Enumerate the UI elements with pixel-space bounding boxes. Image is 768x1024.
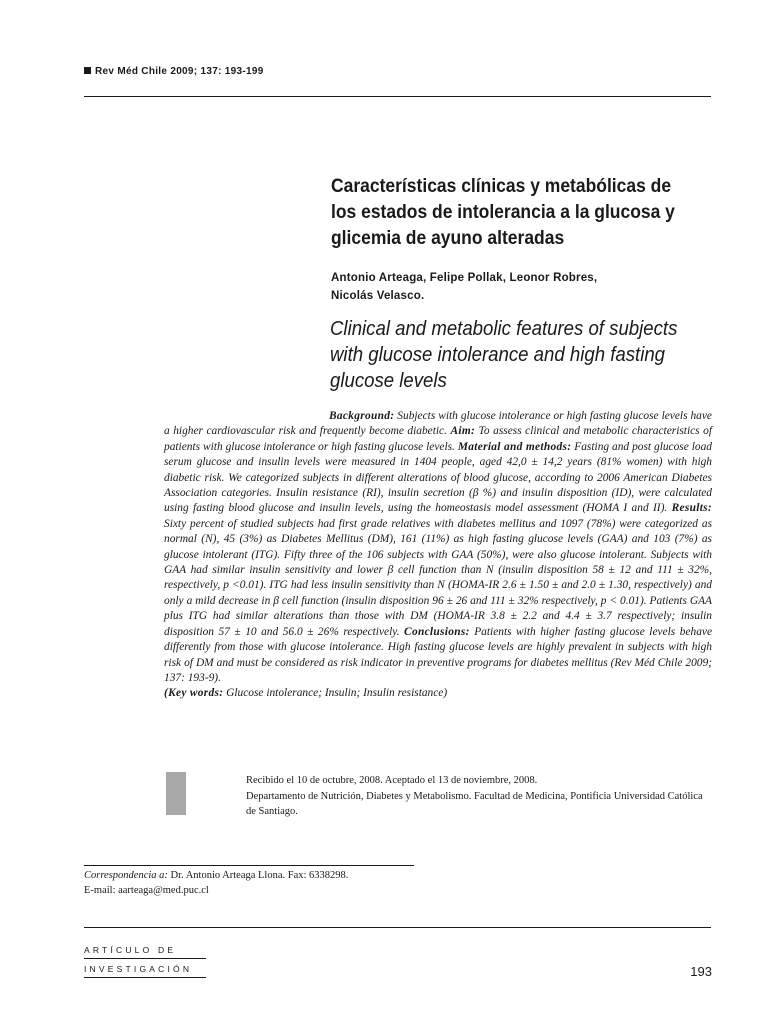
section-label-line-2: INVESTIGACIÓN: [84, 964, 193, 974]
journal-reference: [84, 66, 264, 77]
section-label-line-1: ARTÍCULO DE: [84, 945, 177, 955]
background-label: Background:: [329, 410, 395, 422]
affiliation: Departamento de Nutrición, Diabetes y Metabolismo. Facultad de Medicina, Pontificia Universidad Católica de Santiago.: [246, 790, 703, 817]
keywords-text: Glucose intolerance; Insulin; Insulin resistance): [223, 687, 448, 700]
aim-label: Aim:: [450, 425, 476, 438]
journal-reference-text: Rev Méd Chile 2009; 137: 193-199: [95, 66, 264, 77]
square-bullet-icon: [84, 67, 91, 74]
results-text: Sixty percent of studied subjects had first grade relatives with diabetes mellitus and 1097 (78%) were categorized as normal (N), 45 (3%) as Diabetes Mellitus (DM), 161 (11%) as high fasting glucose levels (GAA) and 103 (7%) as glucose intolerant (ITG). Fifty three of the 106 subjects with GAA (50%), were also glucose intolerant. Subjects with GAA had similar insulin sensitivity and lower β cell function than N (insulin disposition 58 ± 12 and 111 ± 32%, respectively, p <0.01). ITG had less insulin sensitivity than N (HOMA-IR 2.6 ± 1.50 ± and 2.0 ± 1.30, respectively) and only a mild decrease in β cell function (insulin disposition 96 ± 26 and 111 ± 32% respectively, p < 0.01). Patients GAA plus ITG had similar alterations than those with DM (HOMA-IR 3.8 ± 2.2 and 4.4 ± 3.7 respectively; insulin disposition 57 ± 10 and 56.0 ± 26% respectively.: [164, 517, 712, 638]
keywords-label: (Key words:: [164, 687, 224, 700]
correspondence: [84, 869, 484, 898]
correspondence-line: [84, 869, 484, 884]
correspondence-email: E-mail: aarteaga@med.puc.cl: [84, 884, 209, 896]
author-list: [331, 269, 711, 305]
correspondence-divider: [84, 865, 414, 866]
received-info: [246, 773, 712, 820]
section-label-underline-2: [84, 977, 206, 978]
methods-label: Material and methods:: [457, 440, 572, 453]
header-divider: [84, 96, 711, 97]
received-dates: Recibido el 10 de octubre, 2008. Aceptado el 13 de noviembre, 2008.: [246, 775, 538, 786]
abstract: [164, 409, 712, 702]
conclusions-text: Patients with higher fasting glucose levels behave differently from those with glucose intolerance. High fasting glucose levels are highly prevalent in subjects with high risk of DM and must be considered as risk indicator in preventive programs for diabetes mellitus (Rev Méd Chile 2009; 137: 193-9).: [164, 625, 712, 684]
background-text: Subjects with glucose intolerance or high fasting glucose levels have a higher cardiovascular risk and frequently become diabetic.: [164, 410, 712, 438]
correspondence-label: Correspondencia a:: [84, 870, 168, 881]
title-spanish: Características clínicas y metabólicas de los estados de intolerancia a la glucosa y glicemia de ayuno alteradas: [331, 176, 675, 249]
results-label: Results:: [671, 502, 712, 515]
correspondence-text: Dr. Antonio Arteaga Llona. Fax: 6338298.: [167, 870, 349, 881]
authors-line-1: Antonio Arteaga, Felipe Pollak, Leonor Robres,: [331, 272, 598, 284]
gray-marker-bar: [166, 772, 186, 815]
footer-divider: [84, 927, 711, 928]
aim-text: To assess clinical and metabolic characteristics of patients with glucose intolerance or high fasting glucose levels.: [164, 425, 713, 453]
methods-text: Fasting and post glucose load serum glucose and insulin levels were measured in 1404 people, aged 42,0 ± 14,2 years (81% women) with high diabetic risk. We categorized subjects in different alterations of blood glucose, according to 2006 American Diabetes Association categories. Insulin resistance (RI), insulin secretion (β %) and insulin disposition (ID), were calculated using fasting blood glucose and insulin levels, using the homeostasis model assessment (HOMA I and II).: [164, 440, 712, 515]
page-number: 193: [690, 964, 712, 979]
section-label-underline-1: [84, 958, 206, 959]
conclusions-label: Conclusions:: [404, 625, 470, 638]
title-english: Clinical and metabolic features of subjects with glucose intolerance and high fasting glucose levels: [330, 318, 678, 392]
authors-line-2: Nicolás Velasco.: [331, 290, 425, 302]
